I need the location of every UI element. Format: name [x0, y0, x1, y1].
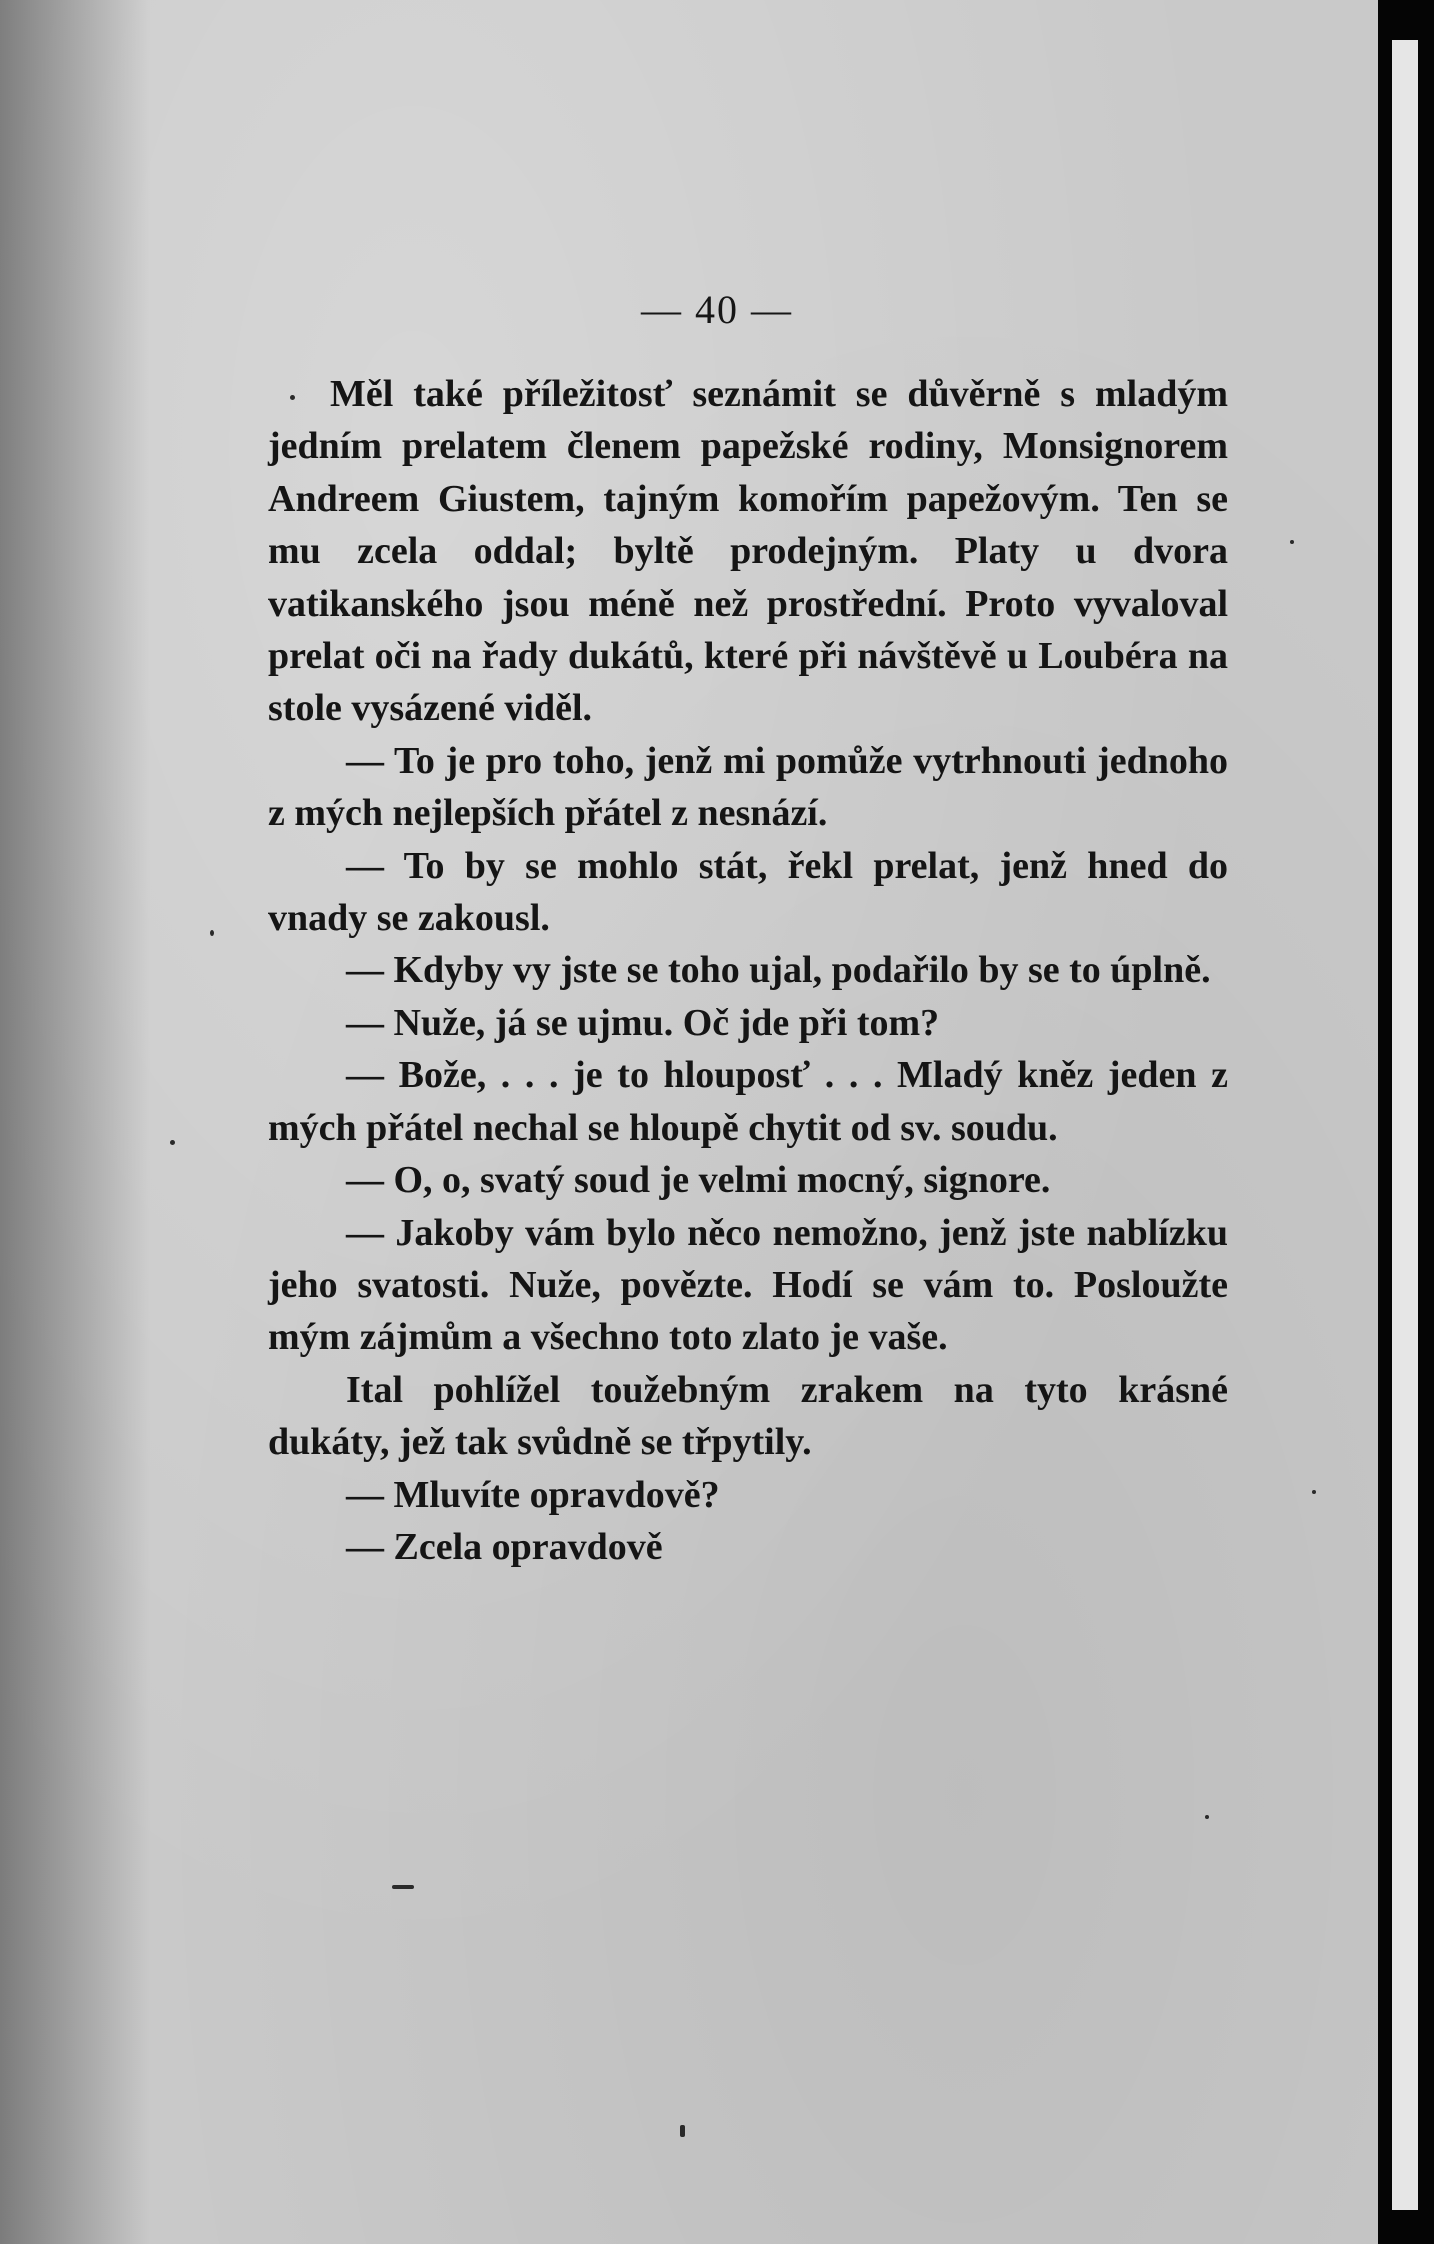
dialogue-line: — Bože, . . . je to hlouposť . . . Mladý kněz jeden z mých přátel nechal se hloupě chytit od sv. soudu. [268, 1054, 1228, 1149]
paragraph-intro: Měl také příležitosť seznámit se důvěrně s mladým jedním prelatem členem papežské rodiny, Monsignorem Andreem Giustem, tajným komořím papežovým. Ten se mu zcela oddal; byltě prodejným. Platy u dvora vatikanského jsou méně než prostřední. Proto vyvaloval prelat oči na řady dukátů, které při návštěvě u Loubéra na stole vysázené viděl. [268, 373, 1228, 730]
narration-paragraph: Ital pohlížel toužebným zrakem na tyto krásné dukáty, jež tak svůdně se třpytily. [268, 1368, 1228, 1464]
dust-speck [1312, 1490, 1316, 1494]
dialogue-line: — O, o, svatý soud je velmi mocný, signore. [346, 1159, 1051, 1202]
dust-speck [170, 1140, 175, 1145]
dialogue-line: — To je pro toho, jenž mi pomůže vytrhnouti jednoho z mých nejlepších přátel z nesnází. [268, 739, 1228, 835]
dialogue-line: — Kdyby vy jste se toho ujal, podařilo by se to úplně. [346, 949, 1211, 992]
dust-speck [1205, 1815, 1209, 1819]
dust-speck [210, 930, 214, 936]
body-text [268, 368, 1228, 1573]
page-gutter-shadow [0, 0, 150, 2244]
page-number: — 40 — [641, 287, 793, 332]
dialogue-line: — Nuže, já se ujmu. Oč jde při tom? [346, 1001, 940, 1044]
dialogue-line: — Mluvíte opravdově? [346, 1473, 720, 1516]
dialogue-line: — Jakoby vám bylo něco nemožno, jenž jste nablízku jeho svatosti. Nuže, povězte. Hodí se vám to. Posloužte mým zájmům a všechno toto zlato je vaše. [268, 1211, 1228, 1359]
dust-speck [680, 2125, 685, 2137]
dialogue-line: — To by se mohlo stát, řekl prelat, jenž hned do vnady se zakousl. [268, 844, 1228, 940]
dialogue-line: — Zcela opravdově [346, 1525, 663, 1568]
dust-speck [392, 1885, 414, 1889]
next-page-sliver [1392, 40, 1418, 2210]
adjacent-page-edge [1378, 0, 1434, 2244]
dust-speck [1290, 540, 1294, 544]
